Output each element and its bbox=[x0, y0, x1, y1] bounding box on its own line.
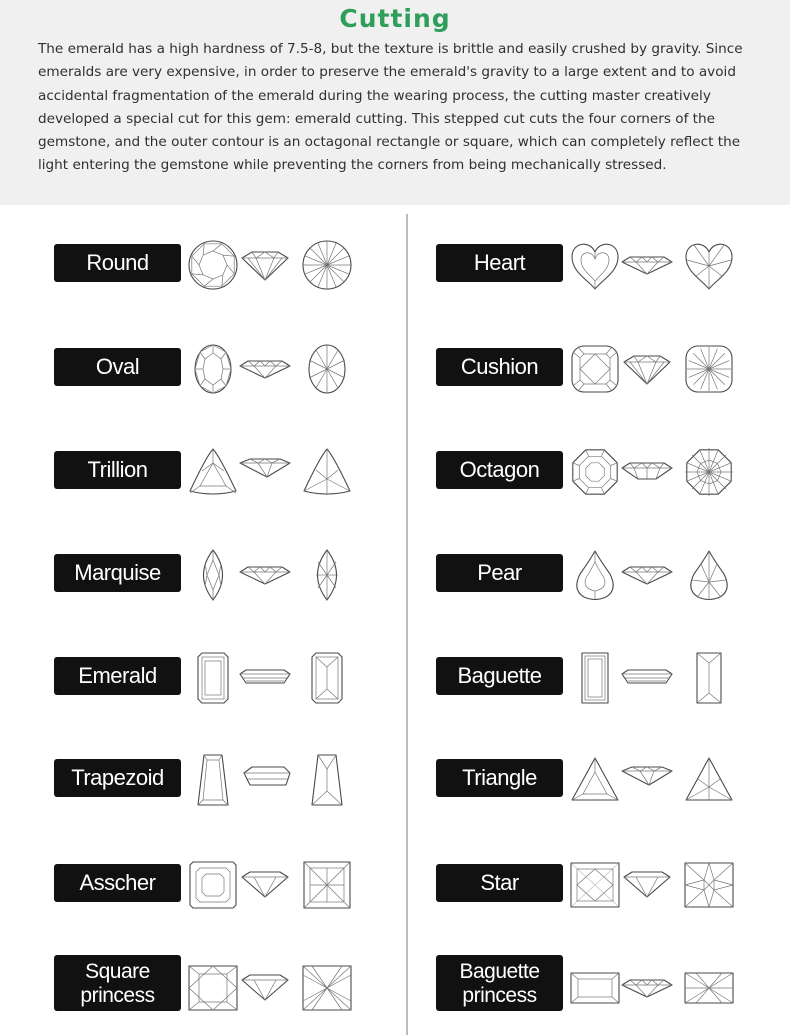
cut-row bbox=[0, 425, 790, 515]
triangle-cut-bottom-view-icon bbox=[684, 755, 734, 805]
cut-views bbox=[570, 631, 770, 721]
star-cut-top-view-icon bbox=[570, 860, 620, 910]
cut-label-text: Baguette princess bbox=[459, 959, 540, 1007]
cut-label bbox=[436, 348, 563, 386]
cut-label-text: Cushion bbox=[460, 354, 539, 379]
cut-label bbox=[436, 657, 563, 695]
cut-views bbox=[570, 733, 770, 823]
cut-row bbox=[0, 631, 790, 721]
triangle-cut-item bbox=[436, 733, 776, 823]
cut-label bbox=[436, 244, 563, 282]
cut-views bbox=[570, 838, 770, 928]
cushion-cut-item bbox=[436, 322, 776, 412]
baguette-princess-cut-bottom-view-icon bbox=[684, 963, 734, 1013]
star-cut-side-view-icon bbox=[622, 860, 672, 910]
cut-label-text: Heart bbox=[473, 250, 526, 275]
cut-label-text: Pear bbox=[477, 560, 522, 585]
cut-label-text: Trapezoid bbox=[71, 765, 164, 790]
baguette-princess-cut-item bbox=[436, 941, 776, 1031]
cut-views bbox=[570, 218, 770, 308]
star-cut-bottom-view-icon bbox=[684, 860, 734, 910]
cut-views bbox=[570, 322, 770, 412]
cut-row bbox=[0, 941, 790, 1031]
cut-label-text: Triangle bbox=[462, 765, 537, 790]
baguette-princess-cut-side-view-icon bbox=[622, 963, 672, 1013]
cut-label-text: Baguette bbox=[457, 663, 542, 688]
star-cut-item bbox=[436, 838, 776, 928]
pear-cut-side-view-icon bbox=[622, 550, 672, 600]
octagon-cut-item bbox=[436, 425, 776, 515]
octagon-cut-side-view-icon bbox=[622, 447, 672, 497]
cut-views bbox=[570, 425, 770, 515]
pear-cut-item bbox=[436, 528, 776, 618]
cut-views bbox=[570, 941, 770, 1031]
triangle-cut-top-view-icon bbox=[570, 755, 620, 805]
cut-label-text: Star bbox=[480, 870, 519, 895]
triangle-cut-side-view-icon bbox=[622, 755, 672, 805]
cut-label bbox=[436, 864, 563, 902]
baguette-cut-side-view-icon bbox=[622, 653, 672, 703]
cut-label bbox=[436, 554, 563, 592]
cut-label bbox=[436, 955, 563, 1011]
cut-row bbox=[0, 322, 790, 412]
baguette-cut-bottom-view-icon bbox=[684, 653, 734, 703]
baguette-princess-cut-top-view-icon bbox=[570, 963, 620, 1013]
cut-label-text: Octagon bbox=[459, 457, 540, 482]
cut-label-text: Round bbox=[86, 250, 149, 275]
heart-cut-bottom-view-icon bbox=[684, 240, 734, 290]
cut-label-text: Oval bbox=[95, 354, 140, 379]
cut-label-text: Emerald bbox=[78, 663, 157, 688]
header-panel bbox=[0, 0, 790, 205]
cushion-cut-bottom-view-icon bbox=[684, 344, 734, 394]
cut-row bbox=[0, 733, 790, 823]
cushion-cut-side-view-icon bbox=[622, 344, 672, 394]
cut-label-text: Asscher bbox=[79, 870, 156, 895]
cushion-cut-top-view-icon bbox=[570, 344, 620, 394]
intro-paragraph: The emerald has a high hardness of 7.5-8, but the texture is brittle and easily crushed by gravity. Since emeralds are very expensive, in order to preserve the emerald's gravity to a large extent and to avoid accidental fragmentation of the emerald during the wearing process, the cutting master creatively developed a special cut for this gem: emerald cutting. This stepped cut cuts the four corners of the gemstone, and the outer contour is an octagonal rectangle or square, which can completely reflect the light entering the gemstone while preventing the corners from being mechanically stressed. bbox=[38, 41, 743, 174]
cut-row bbox=[0, 838, 790, 928]
cut-views bbox=[570, 528, 770, 618]
octagon-cut-top-view-icon bbox=[570, 447, 620, 497]
pear-cut-bottom-view-icon bbox=[684, 550, 734, 600]
page-title: Cutting bbox=[339, 4, 451, 33]
heart-cut-item bbox=[436, 218, 776, 308]
heart-cut-side-view-icon bbox=[622, 240, 672, 290]
cut-label-text: Square princess bbox=[80, 959, 155, 1007]
cut-label bbox=[436, 759, 563, 797]
pear-cut-top-view-icon bbox=[570, 550, 620, 600]
octagon-cut-bottom-view-icon bbox=[684, 447, 734, 497]
baguette-cut-item bbox=[436, 631, 776, 721]
cut-label-text: Trillion bbox=[87, 457, 148, 482]
cut-label-text: Marquise bbox=[74, 560, 161, 585]
cut-label bbox=[436, 451, 563, 489]
cut-row bbox=[0, 528, 790, 618]
heart-cut-top-view-icon bbox=[570, 240, 620, 290]
baguette-cut-top-view-icon bbox=[570, 653, 620, 703]
cut-row bbox=[0, 218, 790, 308]
